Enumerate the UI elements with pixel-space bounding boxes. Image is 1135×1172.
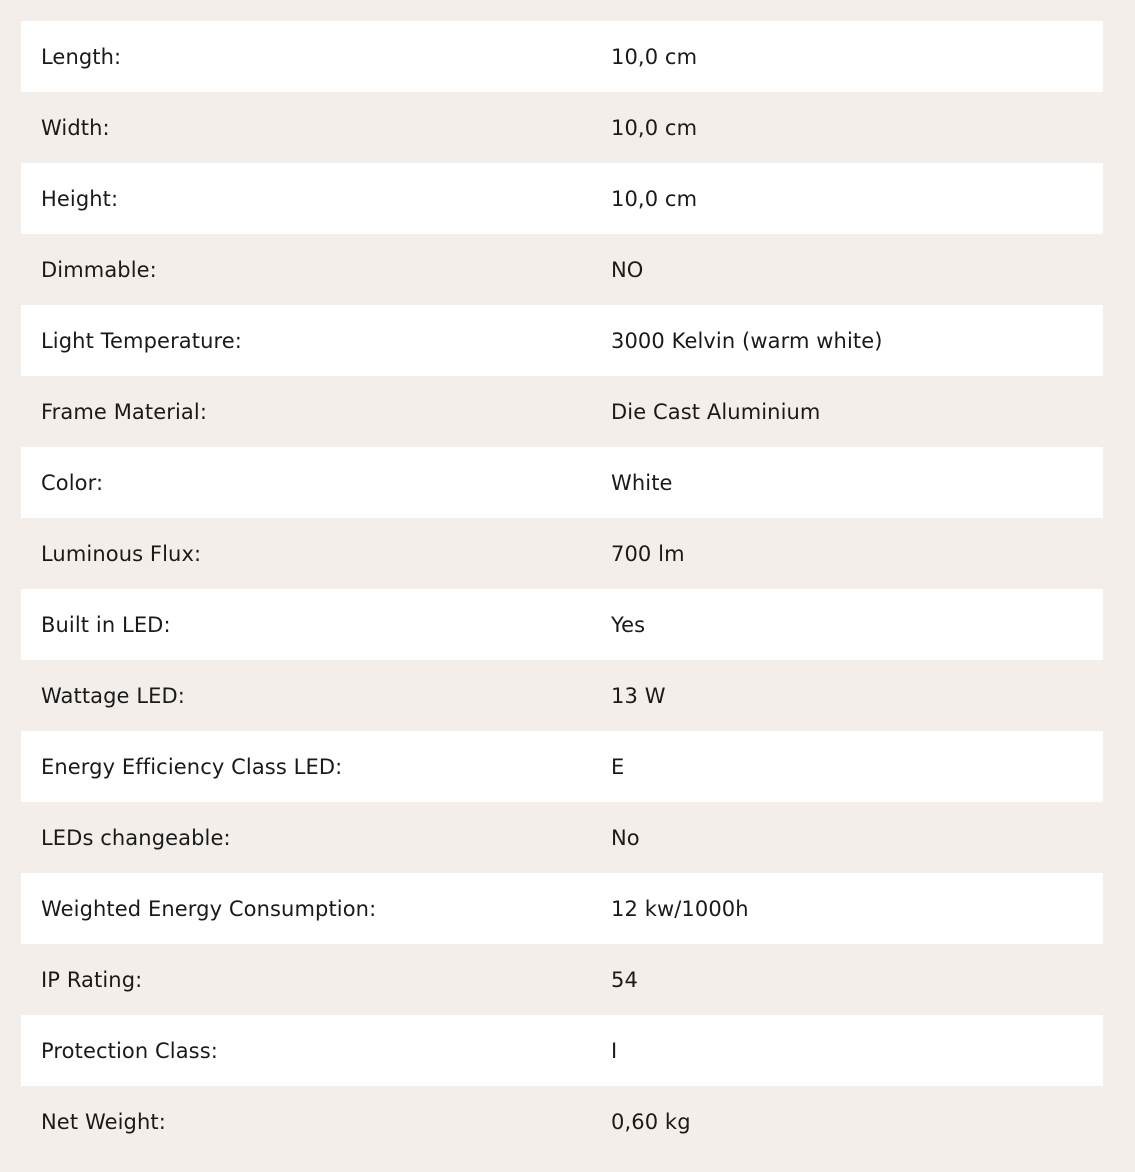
spec-value: No: [611, 825, 640, 850]
spec-value: 3000 Kelvin (warm white): [611, 328, 883, 353]
spec-value: 54: [611, 967, 638, 992]
spec-label: Width:: [41, 115, 110, 140]
spec-row-luminous-flux: [21, 518, 1103, 589]
spec-value: I: [611, 1038, 618, 1063]
spec-label: IP Rating:: [41, 967, 143, 992]
spec-row-dimmable: [21, 234, 1103, 305]
spec-row-ip-rating: [21, 944, 1103, 1015]
spec-row-height: [21, 163, 1103, 234]
spec-row-frame-material: [21, 376, 1103, 447]
spec-row-width: [21, 92, 1103, 163]
spec-value: 13 W: [611, 683, 666, 708]
spec-value: 10,0 cm: [611, 186, 698, 211]
spec-label: Length:: [41, 44, 122, 69]
spec-row-built-in-led: [21, 589, 1103, 660]
spec-label: Built in LED:: [41, 612, 171, 637]
spec-label: LEDs changeable:: [41, 825, 231, 850]
spec-value: Die Cast Aluminium: [611, 399, 821, 424]
spec-value: 10,0 cm: [611, 115, 698, 140]
spec-label: Luminous Flux:: [41, 541, 202, 566]
spec-row-light-temperature: [21, 305, 1103, 376]
spec-value: White: [611, 470, 673, 495]
spec-row-weighted-energy-consumption: [21, 873, 1103, 944]
spec-value: 700 lm: [611, 541, 685, 566]
spec-value: NO: [611, 257, 644, 282]
spec-label: Wattage LED:: [41, 683, 185, 708]
spec-row-energy-efficiency-class: [21, 731, 1103, 802]
spec-value: 10,0 cm: [611, 44, 698, 69]
spec-row-net-weight: [21, 1086, 1103, 1157]
specifications-table: [21, 21, 1103, 1157]
spec-row-protection-class: [21, 1015, 1103, 1086]
spec-label: Dimmable:: [41, 257, 157, 282]
spec-label: Height:: [41, 186, 119, 211]
spec-label: Color:: [41, 470, 104, 495]
spec-label: Frame Material:: [41, 399, 207, 424]
spec-label: Weighted Energy Consumption:: [41, 896, 377, 921]
spec-row-wattage-led: [21, 660, 1103, 731]
spec-value: 12 kw/1000h: [611, 896, 749, 921]
spec-label: Protection Class:: [41, 1038, 218, 1063]
spec-value: 0,60 kg: [611, 1109, 691, 1134]
spec-row-length: [21, 21, 1103, 92]
spec-value: E: [611, 754, 625, 779]
spec-value: Yes: [611, 612, 646, 637]
spec-label: Light Temperature:: [41, 328, 242, 353]
spec-label: Energy Efficiency Class LED:: [41, 754, 343, 779]
spec-label: Net Weight:: [41, 1109, 166, 1134]
spec-row-leds-changeable: [21, 802, 1103, 873]
spec-row-color: [21, 447, 1103, 518]
